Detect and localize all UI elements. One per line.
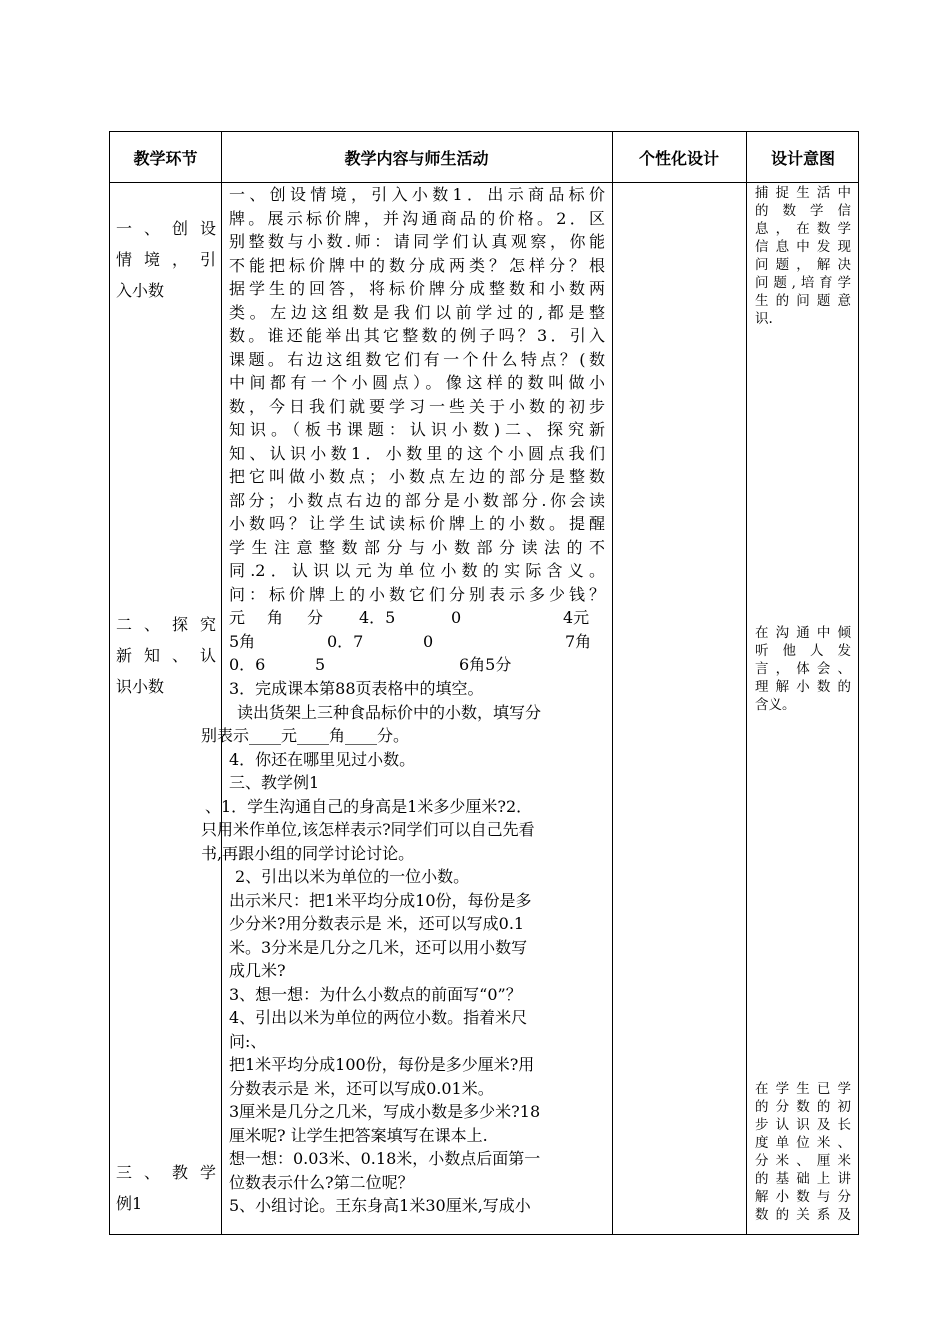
stage-line: 例1	[116, 1194, 143, 1213]
content-line: 读出货架上三种食品标价中的小数，填写分	[237, 702, 542, 722]
content-line: 书,再跟小组的同学讨论讨论。	[201, 843, 415, 863]
content-line: 4．你还在哪里见过小数。	[229, 749, 416, 769]
intent-line: 听他人发	[755, 643, 851, 659]
lesson-plan-table	[109, 131, 859, 1235]
stage-line: 三、教学	[116, 1163, 216, 1182]
content-line: 问：标价牌上的小数它们分别表示多少钱？	[229, 584, 605, 604]
price-row	[229, 653, 605, 677]
content-block-2	[201, 677, 609, 1218]
intent-line: 息，在数学	[755, 221, 851, 237]
intent-line: 问题，解决	[755, 257, 851, 273]
content-line: 课题。右边这组数它们有一个什么特点？(数	[229, 349, 605, 369]
content-line: 中间都有一个小圆点）。像这样的数叫做小	[229, 373, 605, 392]
content-line: 知识。（板书课题：认识小数)二、探究新	[229, 420, 605, 439]
content-line: 3．完成课本第88页表格中的填空。	[229, 679, 484, 698]
price-cell: 0	[451, 608, 462, 627]
price-cell: 5	[315, 655, 326, 674]
content-line: 3厘米是几分之几米，写成小数是多少米?18	[229, 1102, 541, 1121]
content-line: 不能把标价牌中的数分成两类？怎样分？根	[229, 255, 605, 275]
intent-line: 理解小数的	[755, 679, 851, 695]
content-line: 想一想：0.03米、0.18米，小数点后面第一	[229, 1149, 541, 1168]
content-line: 数，今日我们就要学习一些关于小数的初步	[229, 396, 605, 416]
intent-line: 在沟通中倾	[755, 625, 851, 641]
price-cell: 5角	[229, 631, 256, 651]
price-cell: 0	[423, 631, 434, 651]
price-cell: 分	[307, 608, 324, 627]
price-cell: 6角5分	[459, 655, 512, 674]
content-line: 3、想一想：为什么小数点的前面写“0”？	[229, 984, 522, 1004]
content-line: 位数表示什么?第二位呢？	[229, 1172, 414, 1192]
content-line: 三、教学例1	[229, 773, 320, 792]
content-line: 一、创设情境，引入小数1．出示商品标价	[229, 185, 605, 204]
content-line: 5、小组讨论。王东身高1米30厘米,写成小	[229, 1196, 531, 1215]
content-line: 厘米呢? 让学生把答案填写在课本上.	[229, 1125, 488, 1145]
header-personalized-design: 个性化设计	[638, 148, 719, 168]
content-line: 知、认识小数1．小数里的这个小圆点我们	[229, 443, 605, 463]
price-table	[229, 606, 605, 677]
col-divider-3	[746, 132, 747, 1234]
intent-line: 的分数的初	[755, 1099, 851, 1115]
intent-line: 的基础上讲	[755, 1171, 851, 1187]
stage-line: 识小数	[116, 677, 165, 696]
content-line: 分数表示是 米，还可以写成0.01米。	[229, 1078, 494, 1098]
content-line: 2、引出以米为单位的一位小数。	[235, 867, 470, 886]
price-row	[229, 630, 605, 654]
price-row	[229, 606, 605, 630]
content-line: 同.2．认识以元为单位小数的实际含义。	[229, 561, 605, 580]
content-line: 4、引出以米为单位的两位小数。指着米尺	[229, 1008, 528, 1027]
intent-line: 捕捉生活中	[755, 185, 851, 201]
header-teaching-stage: 教学环节	[133, 148, 198, 168]
price-cell: 0．7	[327, 631, 364, 651]
stage-line: 情境，引	[116, 250, 216, 269]
price-cell: 4．5	[359, 608, 396, 627]
intent-line: 含义。	[755, 697, 796, 713]
content-line: 类。左边这组数是我们以前学过的,都是整	[229, 302, 605, 322]
content-line: 少分米?用分数表示是 米，还可以写成0.1	[229, 914, 525, 933]
intent-line: 生的问题意	[755, 293, 851, 309]
intent-line: 步认识及长	[755, 1117, 851, 1133]
col-divider-2	[612, 132, 613, 1234]
content-line: 别表示____元____角____分。	[201, 726, 410, 745]
content-line: 小数吗？让学生试读标价牌上的小数。提醒	[229, 514, 605, 533]
content-line: 成几米?	[229, 961, 286, 980]
content-line: 牌。展示标价牌，并沟通商品的价格。2．区	[229, 208, 605, 228]
price-cell: 元	[229, 608, 246, 627]
price-cell: 7角	[565, 631, 592, 651]
content-line: 出示米尺：把1米平均分成10份，每份是多	[229, 890, 532, 910]
intent-line: 信息中发现	[755, 239, 851, 255]
intent-line: 分米、厘米	[755, 1153, 851, 1169]
header-design-intent: 设计意图	[770, 148, 835, 168]
price-cell: 角	[267, 608, 284, 627]
price-cell: 4元	[563, 608, 590, 627]
price-cell: 0．6	[229, 655, 266, 674]
content-line: 把1米平均分成100份，每份是多少厘米?用	[229, 1055, 535, 1074]
intent-line: 数的关系及	[755, 1207, 851, 1223]
stage-line: 入小数	[116, 281, 165, 300]
content-line: 别整数与小数.师：请同学们认真观察，你能	[229, 232, 605, 251]
header-teaching-content: 教学内容与师生活动	[344, 148, 489, 168]
content-line: 把它叫做小数点；小数点左边的部分是整数	[229, 467, 605, 486]
stage-3	[116, 1157, 216, 1219]
intent-line: 度单位米、	[755, 1135, 851, 1151]
content-line: 只用米作单位,该怎样表示?同学们可以自己先看	[201, 820, 535, 839]
stage-line: 二、探究	[116, 615, 216, 634]
content-line: 问:、	[229, 1031, 267, 1051]
content-line: 据学生的回答，将标价牌分成整数和小数两	[229, 279, 605, 298]
stage-2	[116, 609, 216, 702]
stage-line: 新知、认	[116, 646, 216, 665]
col-divider-1	[221, 132, 222, 1234]
content-line: 米。3分米是几分之几米，还可以用小数写	[229, 937, 528, 957]
intent-1	[755, 184, 851, 328]
intent-2	[755, 624, 851, 714]
content-line: 数。谁还能举出其它整数的例子吗？3．引入	[229, 326, 605, 345]
stage-line: 一、创设	[116, 219, 216, 238]
content-line: 学生注意整数部分与小数部分读法的不	[229, 537, 605, 557]
content-block-1	[229, 183, 605, 606]
content-line: 、1．学生沟通自己的身高是1米多少厘米?2．	[205, 796, 533, 816]
intent-3	[755, 1080, 851, 1224]
intent-line: 解小数与分	[755, 1189, 851, 1205]
content-line: 部分；小数点右边的部分是小数部分.你会读	[229, 490, 605, 510]
intent-line: 在学生已学	[755, 1081, 851, 1097]
stage-1	[116, 213, 216, 306]
intent-line: 识.	[755, 311, 773, 327]
intent-line: 言，体会、	[755, 661, 851, 677]
intent-line: 问题,培育学	[755, 275, 851, 291]
intent-line: 的数学信	[755, 203, 851, 219]
